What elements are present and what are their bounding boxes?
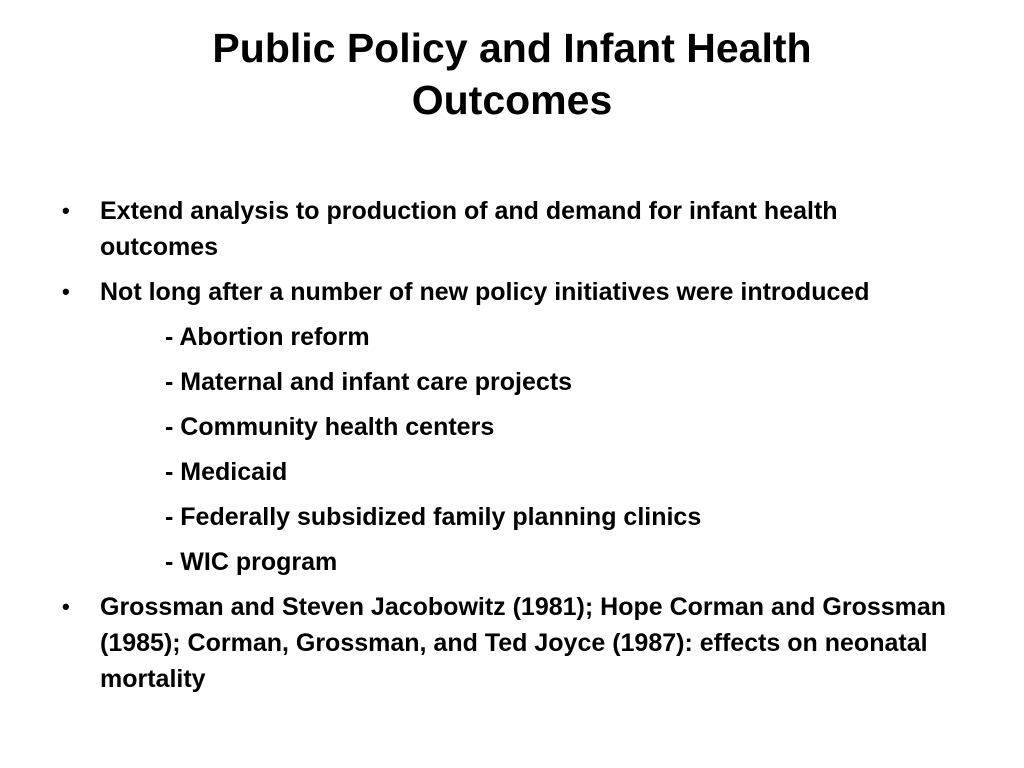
bullet-dot-icon: • <box>62 279 70 304</box>
bullet-item <box>60 274 960 310</box>
bullet-text: Extend analysis to production of and demand for infant health outcomes <box>100 197 838 261</box>
bullet-text: Grossman and Steven Jacobowitz (1981); Hope Corman and Grossman (1985); Corman, Grossman, and Ted Joyce (1987): effects on neonatal mortality <box>100 593 947 693</box>
slide-title <box>0 22 1024 126</box>
sub-item-abortion-reform: - Abortion reform <box>165 323 370 351</box>
bullet-list <box>60 193 960 706</box>
title-line-1: Public Policy and Infant Health <box>212 25 812 71</box>
sub-item-wic-program: - WIC program <box>165 548 338 576</box>
sub-item-medicaid: - Medicaid <box>165 458 288 486</box>
bullet-text: Not long after a number of new policy initiatives were introduced <box>100 278 870 306</box>
sub-item-community-health-centers: - Community health centers <box>165 413 495 441</box>
title-line-2: Outcomes <box>411 77 613 123</box>
sub-item-family-planning-clinics: - Federally subsidized family planning clinics <box>165 503 702 531</box>
sub-item-maternal-infant-care: - Maternal and infant care projects <box>165 368 573 396</box>
bullet-dot-icon: • <box>62 198 70 223</box>
bullet-item <box>60 193 960 265</box>
bullet-dot-icon: • <box>62 594 70 619</box>
bullet-item <box>60 589 960 697</box>
